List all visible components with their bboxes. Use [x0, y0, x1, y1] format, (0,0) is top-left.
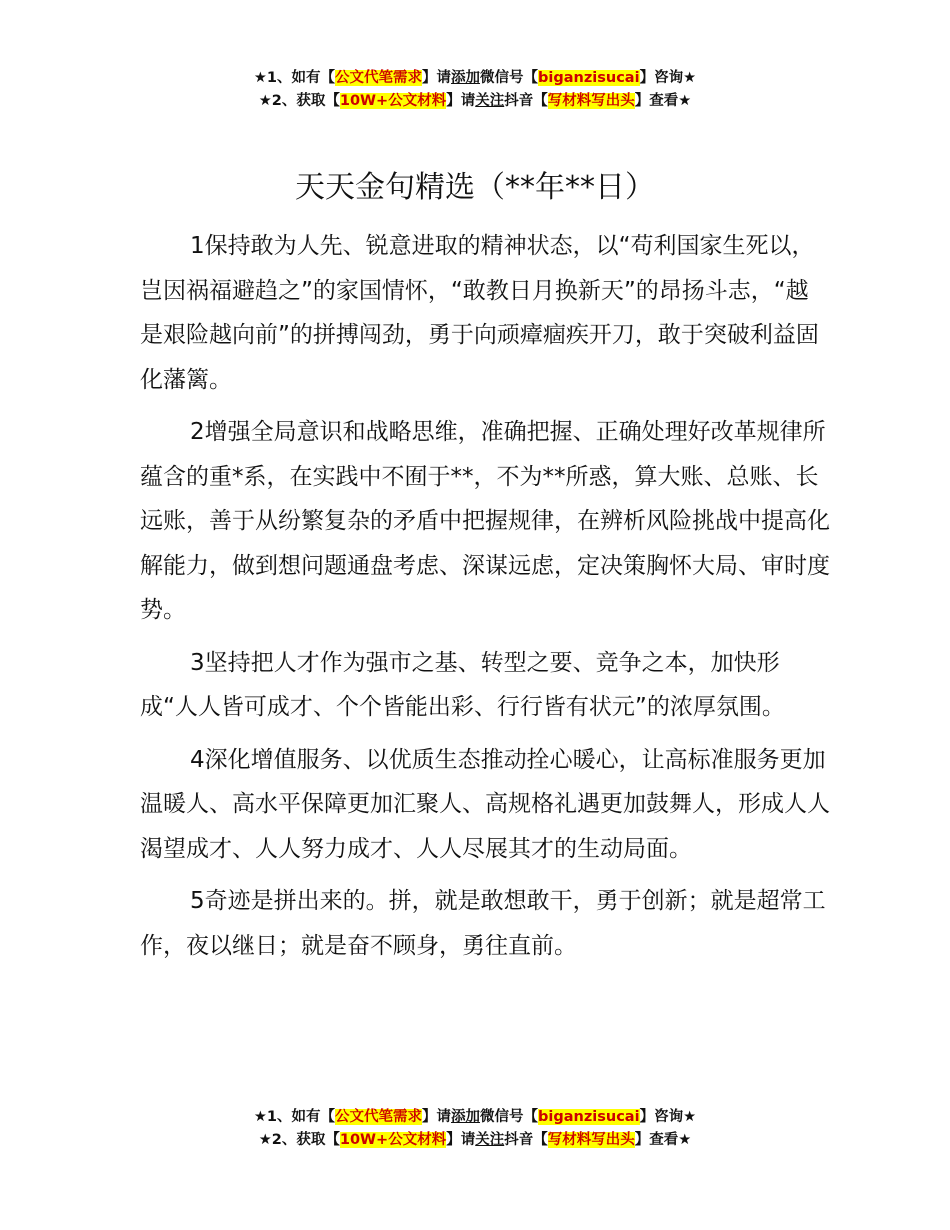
paragraph-2: 2增强全局意识和战略思维，准确把握、正确处理好改革规律所蕴含的重*系，在实践中不囿于**，不为**所惑，算大账、总账、长远账，善于从纷繁复杂的矛盾中把握规律，在辨析风险挑战中提高化解能力，做到想问题通盘考虑、深谋远虑，定决策胸怀大局、审时度势。 — [140, 419, 830, 623]
paragraph-4: 4深化增值服务、以优质生态推动拴心暖心，让高标准服务更加温暖人、高水平保障更加汇聚人、高规格礼遇更加鼓舞人，形成人人渴望成才、人人努力成才、人人尽展其才的生动局面。 — [140, 746, 830, 862]
banner-highlight: 10W+公文材料 — [339, 93, 447, 109]
banner-text: 】请 — [422, 70, 452, 86]
banner-wechat-id: biganzisucai — [538, 1109, 640, 1125]
banner-underlined: 添加 — [451, 1109, 481, 1125]
document-title: 天天金句精选（**年**日） — [295, 170, 655, 205]
banner-line-2 — [0, 90, 950, 113]
banner-text: 微信号【 — [480, 1109, 539, 1125]
banner-underlined: 关注 — [475, 1132, 505, 1148]
banner-text: 】请 — [446, 1132, 476, 1148]
banner-text: 微信号【 — [480, 70, 539, 86]
banner-text: 】咨询★ — [639, 1109, 697, 1125]
header-banner — [0, 67, 950, 113]
paragraph-5: 5奇迹是拼出来的。拼，就是敢想敢干，勇于创新；就是超常工作，夜以继日；就是奋不顾身，勇往直前。 — [140, 888, 826, 959]
banner-text: ★1、如有【 — [253, 1109, 336, 1125]
banner-text: 】请 — [422, 1109, 452, 1125]
banner-text: ★2、获取【 — [258, 93, 340, 109]
banner-text: ★1、如有【 — [253, 70, 336, 86]
banner-highlight: 公文代笔需求 — [335, 1109, 423, 1125]
banner-underlined: 关注 — [475, 93, 505, 109]
banner-line-1 — [0, 1106, 950, 1129]
banner-douyin-id: 写材料写出头 — [547, 93, 635, 109]
banner-wechat-id: biganzisucai — [538, 70, 640, 86]
banner-text: 】查看★ — [634, 1132, 692, 1148]
banner-line-2 — [0, 1129, 950, 1152]
banner-text: 抖音【 — [504, 93, 548, 109]
document-body — [140, 224, 830, 976]
banner-text: 】查看★ — [634, 93, 692, 109]
banner-underlined: 添加 — [451, 70, 481, 86]
banner-text: 】请 — [446, 93, 476, 109]
banner-highlight: 公文代笔需求 — [335, 70, 423, 86]
banner-douyin-id: 写材料写出头 — [547, 1132, 635, 1148]
banner-text: ★2、获取【 — [258, 1132, 340, 1148]
banner-text: 抖音【 — [504, 1132, 548, 1148]
banner-highlight: 10W+公文材料 — [339, 1132, 447, 1148]
paragraph-3: 3坚持把人才作为强市之基、转型之要、竞争之本，加快形成“人人皆可成才、个个皆能出彩、行行皆有状元”的浓厚氛围。 — [140, 649, 785, 720]
paragraph-1: 1保持敢为人先、锐意进取的精神状态，以“苟利国家生死以，岂因祸福避趋之”的家国情怀，“敢教日月换新天”的昂扬斗志，“越是艰险越向前”的拼搏闯劲，勇于向顽瘴痼疾开刀，敢于突破利益固化藩篱。 — [140, 233, 819, 393]
footer-banner — [0, 1106, 950, 1152]
banner-text: 】咨询★ — [639, 70, 697, 86]
banner-line-1 — [0, 67, 950, 90]
